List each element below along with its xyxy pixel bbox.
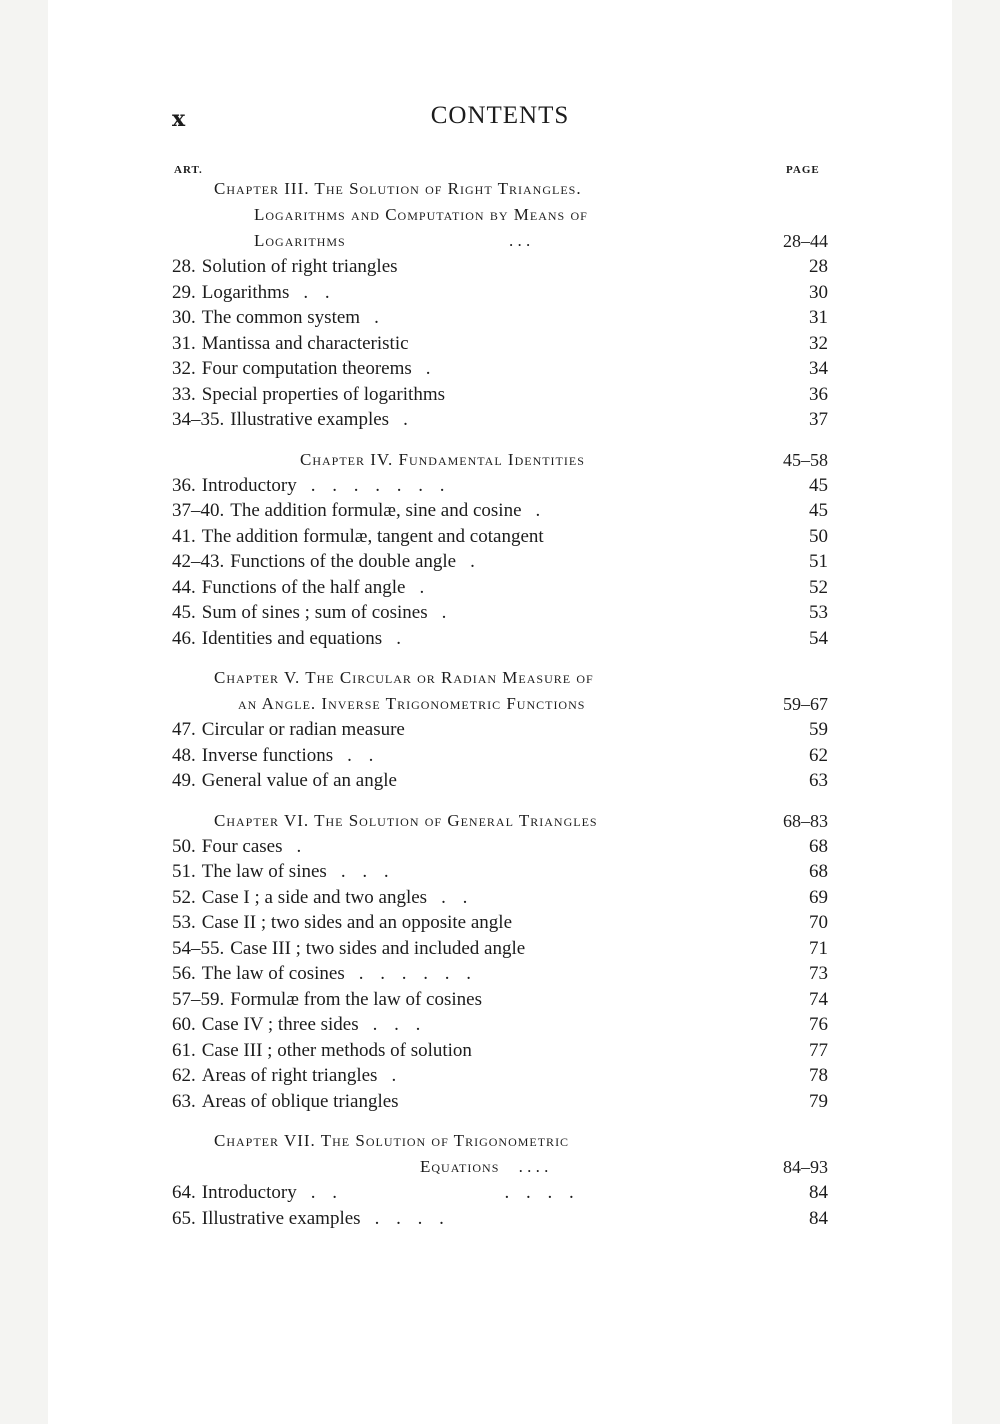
chapter-entry-list [172, 834, 828, 1115]
chapter-title-text: Equations [420, 1157, 500, 1176]
entry-title: Sum of sines ; sum of cosines [201, 602, 428, 623]
page-number: 73 [809, 963, 828, 984]
article-number: 36. [172, 474, 196, 496]
article-number: 64. [172, 1182, 196, 1203]
leader-dots: . . . . . . . [310, 474, 445, 496]
article-number: 32. [172, 358, 196, 379]
page-number: 31 [809, 307, 828, 328]
article-number: 50. [172, 835, 196, 857]
leader-dots: . . . [340, 861, 389, 882]
toc-entry [172, 356, 828, 382]
toc-entry [172, 575, 828, 601]
page-number: 54 [809, 627, 828, 649]
article-number: 33. [172, 383, 196, 405]
chapter-entry-list [172, 1180, 828, 1231]
article-number: 52. [172, 886, 196, 908]
leader-dots: . . . . [518, 1157, 549, 1176]
toc-entry [172, 910, 828, 936]
leader-dots: . [296, 835, 302, 857]
chapter-title-line: Chapter III. The Solution of Right Triangles. [214, 179, 582, 198]
entry-title: Case I ; a side and two angles [201, 886, 428, 908]
leader-dots: . . [303, 281, 330, 303]
toc-entry [172, 885, 828, 911]
toc-entry [172, 1038, 828, 1064]
toc-entry [172, 1089, 828, 1115]
leader-dots: . [391, 1065, 397, 1086]
article-number: 31. [172, 332, 196, 354]
leader-dots: . . . . . . [358, 963, 471, 984]
chapter-title-line: Chapter VI. The Solution of General Triangles [214, 810, 598, 830]
entry-title: Inverse functions [201, 744, 334, 766]
chapter-heading [172, 1128, 828, 1180]
chapter-heading [172, 176, 828, 254]
page-header [172, 102, 828, 136]
toc-entry [172, 961, 828, 987]
book-page [48, 0, 952, 1424]
page-number: 76 [809, 1014, 828, 1035]
page-number: 30 [809, 281, 828, 303]
chapter-entry-list [172, 717, 828, 794]
toc-entry [172, 473, 828, 499]
leader-dots: . [403, 409, 408, 430]
article-number: 61. [172, 1039, 196, 1061]
page-number: 84 [809, 1182, 828, 1203]
entry-title: Logarithms [201, 281, 290, 303]
article-number: 57–59. [172, 988, 225, 1010]
article-number: 47. [172, 719, 196, 740]
leader-dots: . [396, 627, 401, 649]
toc-entry [172, 626, 828, 652]
toc-entry [172, 524, 828, 550]
chapter-page-range: 84–93 [783, 1157, 828, 1177]
entry-title: Illustrative examples [201, 1207, 361, 1229]
toc-entry [172, 254, 828, 280]
page-number: 79 [809, 1090, 828, 1112]
toc-entry [172, 859, 828, 885]
article-number: 45. [172, 602, 196, 623]
article-number: 34–35. [172, 409, 225, 430]
toc-entry [172, 987, 828, 1013]
toc-entry [172, 936, 828, 962]
article-number: 65. [172, 1207, 196, 1229]
entry-title: General value of an angle [201, 770, 397, 791]
page-number: 36 [809, 383, 828, 405]
entry-title: The addition formulæ, sine and cosine [230, 500, 522, 521]
article-number: 41. [172, 525, 196, 547]
page-number: 69 [809, 886, 828, 908]
toc-entry [172, 834, 828, 860]
chapter-title-line: Chapter IV. Fundamental Identities [300, 449, 585, 469]
entry-title: Areas of right triangles [201, 1065, 378, 1086]
entry-title: Case III ; two sides and included angle [230, 937, 526, 959]
article-number: 44. [172, 576, 196, 598]
leader-dots: . [419, 576, 425, 598]
leader-dots: . . [441, 886, 468, 908]
table-of-contents [172, 176, 828, 1231]
page-number: 59 [809, 719, 828, 740]
entry-title: Identities and equations [201, 627, 383, 649]
toc-entry [172, 1012, 828, 1038]
toc-entry [172, 331, 828, 357]
chapter-page-range: 28–44 [783, 231, 828, 251]
page-number: 68 [809, 861, 828, 882]
entry-title: The common system [201, 307, 361, 328]
entry-title: Areas of oblique triangles [201, 1090, 399, 1112]
chapter-title-text: Logarithms [254, 231, 346, 250]
page-number: 78 [809, 1065, 828, 1086]
page-number: 45 [809, 474, 828, 496]
article-number: 62. [172, 1065, 196, 1086]
article-number: 30. [172, 307, 196, 328]
page-number: 45 [809, 500, 828, 521]
toc-entry [172, 768, 828, 794]
entry-title: Introductory [201, 474, 297, 496]
chapter-title-line [214, 1154, 828, 1180]
entry-title: Introductory [201, 1182, 297, 1203]
page-number: 63 [809, 770, 828, 791]
toc-entry [172, 1063, 828, 1089]
page-number: 34 [809, 358, 828, 379]
entry-title: Case III ; other methods of solution [201, 1039, 472, 1061]
page-number: 70 [809, 912, 828, 933]
chapter-title-line [214, 228, 828, 254]
leader-dots: . [535, 500, 541, 521]
leader-dots: . . . [372, 1014, 421, 1035]
toc-entry [172, 1180, 828, 1206]
article-number: 37–40. [172, 500, 225, 521]
toc-entry [172, 717, 828, 743]
page-number: 50 [809, 525, 828, 547]
leader-dots: . [470, 551, 475, 572]
article-number: 29. [172, 281, 196, 303]
entry-title: Mantissa and characteristic [201, 332, 409, 354]
page-number: 37 [809, 409, 828, 430]
entry-title: The law of cosines [201, 963, 345, 984]
article-number: 28. [172, 256, 196, 277]
toc-entry [172, 382, 828, 408]
leader-dots: . [425, 358, 431, 379]
chapter-entry-list [172, 473, 828, 652]
page-number: 32 [809, 332, 828, 354]
chapter-entry-list [172, 254, 828, 433]
leader-dots: . [374, 307, 379, 328]
article-number: 60. [172, 1014, 196, 1035]
chapter-page-range: 68–83 [783, 810, 828, 831]
page-number: 77 [809, 1039, 828, 1061]
toc-entry [172, 280, 828, 306]
page-number: 53 [809, 602, 828, 623]
leader-dots: . [441, 602, 447, 623]
leader-dots: . . [347, 744, 374, 766]
chapter-page-range: 59–67 [783, 694, 828, 714]
entry-title: Functions of the double angle [230, 551, 457, 572]
toc-entry [172, 549, 828, 575]
toc-entry [172, 305, 828, 331]
chapter-title-line: Chapter VII. The Solution of Trigonometric [214, 1131, 570, 1150]
page-number: 62 [809, 744, 828, 766]
entry-title: Case II ; two sides and an opposite angle [201, 912, 513, 933]
page-folio: x [172, 106, 186, 132]
chapter-title-line: an Angle. Inverse Trigonometric Functions [238, 694, 586, 713]
entry-title: Four computation theorems [201, 358, 412, 379]
article-number: 46. [172, 627, 196, 649]
article-number: 48. [172, 744, 196, 766]
toc-entry [172, 743, 828, 769]
article-number: 51. [172, 861, 196, 882]
page-number: 28 [809, 256, 828, 277]
leader-dots: . . . . [374, 1207, 444, 1229]
entry-title: Special properties of logarithms [201, 383, 445, 405]
page-column-heading: PAGE [786, 164, 820, 176]
entry-title: The addition formulæ, tangent and cotangent [201, 525, 544, 547]
entry-title: Illustrative examples [230, 409, 390, 430]
chapter-title-line: Logarithms and Computation by Means of [254, 205, 588, 224]
article-number: 42–43. [172, 551, 225, 572]
entry-title: Four cases [201, 835, 283, 857]
page-title: CONTENTS [430, 102, 570, 129]
page-number: 71 [809, 937, 828, 959]
chapter-title-line: Chapter V. The Circular or Radian Measure of [214, 668, 594, 687]
page-number: 52 [809, 576, 828, 598]
toc-entry [172, 600, 828, 626]
toc-entry [172, 498, 828, 524]
chapter-heading [172, 665, 828, 717]
article-number: 54–55. [172, 937, 225, 959]
page-number: 68 [809, 835, 828, 857]
article-column-heading: ART. [174, 164, 203, 176]
entry-title: The law of sines [201, 861, 327, 882]
page-number: 84 [809, 1207, 828, 1229]
page-number: 74 [809, 988, 828, 1010]
page-number: 51 [809, 551, 828, 572]
chapter-heading [172, 447, 828, 473]
article-number: 53. [172, 912, 196, 933]
article-number: 56. [172, 963, 196, 984]
article-number: 49. [172, 770, 196, 791]
chapter-heading [172, 808, 828, 834]
article-number: 63. [172, 1090, 196, 1112]
entry-title: Circular or radian measure [201, 719, 405, 740]
entry-title: Functions of the half angle [201, 576, 406, 598]
chapter-page-range: 45–58 [783, 449, 828, 470]
toc-entry [172, 407, 828, 433]
leader-dots: . . . . . . [310, 1182, 574, 1203]
entry-title: Formulæ from the law of cosines [230, 988, 482, 1010]
entry-title: Solution of right triangles [201, 256, 398, 277]
leader-dots: . . . [508, 231, 531, 250]
entry-title: Case IV ; three sides [201, 1014, 359, 1035]
toc-entry [172, 1206, 828, 1232]
